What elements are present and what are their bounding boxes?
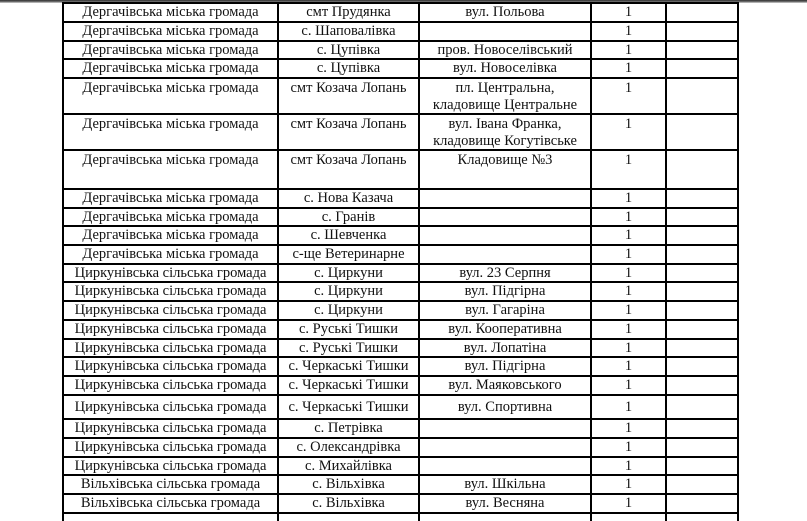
cell-count: 1 <box>591 208 666 227</box>
cell-settlement <box>278 513 419 521</box>
cell-extra <box>666 264 738 283</box>
cell-hromada: Дергачівська міська громада <box>63 22 278 41</box>
cell-settlement: с. Шевченка <box>278 226 419 245</box>
cell-extra <box>666 357 738 376</box>
cell-count: 1 <box>591 41 666 60</box>
table-row <box>63 339 738 358</box>
cell-settlement: с. Шаповалівка <box>278 22 419 41</box>
cell-hromada: Циркунівська сільська громада <box>63 339 278 358</box>
cell-street <box>419 457 591 476</box>
cell-street <box>419 419 591 438</box>
cell-hromada: Циркунівська сільська громада <box>63 438 278 457</box>
table-row <box>63 357 738 376</box>
table-row <box>63 41 738 60</box>
cell-settlement: с. Циркуни <box>278 301 419 320</box>
cell-count: 1 <box>591 419 666 438</box>
table-row <box>63 78 738 114</box>
cell-street: Кладовище №3 <box>419 150 591 189</box>
cell-extra <box>666 78 738 114</box>
table-row <box>63 150 738 189</box>
cell-street: вул. Маяковського <box>419 376 591 395</box>
cell-hromada: Дергачівська міська громада <box>63 150 278 189</box>
table-row <box>63 513 738 521</box>
table-row <box>63 189 738 208</box>
cell-settlement: с. Черкаські Тишки <box>278 376 419 395</box>
cell-hromada: Дергачівська міська громада <box>63 226 278 245</box>
cell-hromada: Циркунівська сільська громада <box>63 395 278 419</box>
cell-settlement: с. Черкаські Тишки <box>278 395 419 419</box>
cell-extra <box>666 513 738 521</box>
cell-settlement: с. Нова Казача <box>278 189 419 208</box>
cell-street <box>419 226 591 245</box>
table-row <box>63 282 738 301</box>
cell-settlement: с-ще Ветеринарне <box>278 245 419 264</box>
cell-street: вул. Підгірна <box>419 357 591 376</box>
cell-extra <box>666 494 738 513</box>
cell-count: 1 <box>591 457 666 476</box>
cemetery-table <box>62 2 739 521</box>
cell-hromada: Дергачівська міська громада <box>63 189 278 208</box>
cell-count: 1 <box>591 78 666 114</box>
table-row <box>63 22 738 41</box>
cell-street: вул. Гагаріна <box>419 301 591 320</box>
cell-hromada: Дергачівська міська громада <box>63 208 278 227</box>
cell-street <box>419 438 591 457</box>
cell-hromada: Дергачівська міська громада <box>63 3 278 22</box>
cell-count: 1 <box>591 376 666 395</box>
table-row <box>63 59 738 78</box>
cell-hromada: Циркунівська сільська громада <box>63 357 278 376</box>
cell-extra <box>666 189 738 208</box>
cell-settlement: с. Циркуни <box>278 282 419 301</box>
cell-street <box>419 513 591 521</box>
cell-street <box>419 22 591 41</box>
cell-settlement: с. Руські Тишки <box>278 320 419 339</box>
cell-settlement: с. Циркуни <box>278 264 419 283</box>
cell-hromada: Дергачівська міська громада <box>63 59 278 78</box>
cell-hromada <box>63 513 278 521</box>
cell-settlement: смт Козача Лопань <box>278 114 419 150</box>
cell-count: 1 <box>591 282 666 301</box>
cell-hromada: Дергачівська міська громада <box>63 41 278 60</box>
table-row <box>63 226 738 245</box>
cell-street <box>419 208 591 227</box>
cell-count: 1 <box>591 494 666 513</box>
cell-count: 1 <box>591 475 666 494</box>
cell-extra <box>666 3 738 22</box>
cell-count: 1 <box>591 226 666 245</box>
cell-count: 1 <box>591 114 666 150</box>
cell-extra <box>666 320 738 339</box>
cell-settlement: с. Руські Тишки <box>278 339 419 358</box>
cell-count: 1 <box>591 438 666 457</box>
cell-settlement: с. Цупівка <box>278 59 419 78</box>
cell-hromada: Вільхівська сільська громада <box>63 494 278 513</box>
cell-extra <box>666 301 738 320</box>
cell-extra <box>666 475 738 494</box>
cell-hromada: Циркунівська сільська громада <box>63 282 278 301</box>
cell-street: пл. Центральна, кладовище Центральне <box>419 78 591 114</box>
table-row <box>63 245 738 264</box>
cell-extra <box>666 419 738 438</box>
cell-extra <box>666 41 738 60</box>
cell-count: 1 <box>591 189 666 208</box>
cell-count: 1 <box>591 264 666 283</box>
table-row <box>63 438 738 457</box>
cell-settlement: с. Цупівка <box>278 41 419 60</box>
cell-street: вул. Кооперативна <box>419 320 591 339</box>
cell-settlement: с. Олександрівка <box>278 438 419 457</box>
table-row <box>63 419 738 438</box>
cell-hromada: Циркунівська сільська громада <box>63 376 278 395</box>
cell-count: 1 <box>591 150 666 189</box>
table-row <box>63 457 738 476</box>
cell-extra <box>666 208 738 227</box>
cell-street: вул. Лопатіна <box>419 339 591 358</box>
cell-count: 1 <box>591 395 666 419</box>
cell-settlement: с. Гранів <box>278 208 419 227</box>
cell-hromada: Дергачівська міська громада <box>63 114 278 150</box>
cell-extra <box>666 438 738 457</box>
cell-extra <box>666 226 738 245</box>
cell-street: вул. Підгірна <box>419 282 591 301</box>
cell-settlement: с. Михайлівка <box>278 457 419 476</box>
table-row <box>63 3 738 22</box>
cell-hromada: Циркунівська сільська громада <box>63 320 278 339</box>
table-row <box>63 114 738 150</box>
cell-count: 1 <box>591 245 666 264</box>
cell-extra <box>666 395 738 419</box>
cell-settlement: с. Петрівка <box>278 419 419 438</box>
table-row <box>63 264 738 283</box>
cell-extra <box>666 376 738 395</box>
cell-street: пров. Новоселівський <box>419 41 591 60</box>
cell-settlement: с. Вільхівка <box>278 494 419 513</box>
cell-street: вул. 23 Серпня <box>419 264 591 283</box>
table-row <box>63 395 738 419</box>
cell-count: 1 <box>591 59 666 78</box>
cell-settlement: смт Прудянка <box>278 3 419 22</box>
cell-street: вул. Шкільна <box>419 475 591 494</box>
cell-count <box>591 513 666 521</box>
cell-settlement: смт Козача Лопань <box>278 78 419 114</box>
cell-street: вул. Спортивна <box>419 395 591 419</box>
cell-hromada: Дергачівська міська громада <box>63 245 278 264</box>
cell-hromada: Вільхівська сільська громада <box>63 475 278 494</box>
cell-hromada: Циркунівська сільська громада <box>63 419 278 438</box>
cell-count: 1 <box>591 3 666 22</box>
cell-extra <box>666 457 738 476</box>
cell-extra <box>666 114 738 150</box>
cell-count: 1 <box>591 357 666 376</box>
cell-count: 1 <box>591 22 666 41</box>
cell-street <box>419 245 591 264</box>
table-row <box>63 320 738 339</box>
cell-count: 1 <box>591 320 666 339</box>
cell-street <box>419 189 591 208</box>
cell-hromada: Циркунівська сільська громада <box>63 301 278 320</box>
table-body <box>63 3 738 521</box>
table-row <box>63 301 738 320</box>
cell-extra <box>666 150 738 189</box>
cell-count: 1 <box>591 301 666 320</box>
table-row <box>63 494 738 513</box>
cell-settlement: с. Черкаські Тишки <box>278 357 419 376</box>
cell-extra <box>666 282 738 301</box>
cell-settlement: смт Козача Лопань <box>278 150 419 189</box>
cell-settlement: с. Вільхівка <box>278 475 419 494</box>
cell-extra <box>666 59 738 78</box>
cell-hromada: Циркунівська сільська громада <box>63 457 278 476</box>
cell-extra <box>666 339 738 358</box>
table-row <box>63 475 738 494</box>
cell-street: вул. Новоселівка <box>419 59 591 78</box>
cell-street: вул. Польова <box>419 3 591 22</box>
table-row <box>63 376 738 395</box>
table-row <box>63 208 738 227</box>
cell-hromada: Дергачівська міська громада <box>63 78 278 114</box>
cell-street: вул. Івана Франка, кладовище Когутівське <box>419 114 591 150</box>
cell-extra <box>666 22 738 41</box>
cell-extra <box>666 245 738 264</box>
cell-street: вул. Весняна <box>419 494 591 513</box>
cell-count: 1 <box>591 339 666 358</box>
cell-hromada: Циркунівська сільська громада <box>63 264 278 283</box>
